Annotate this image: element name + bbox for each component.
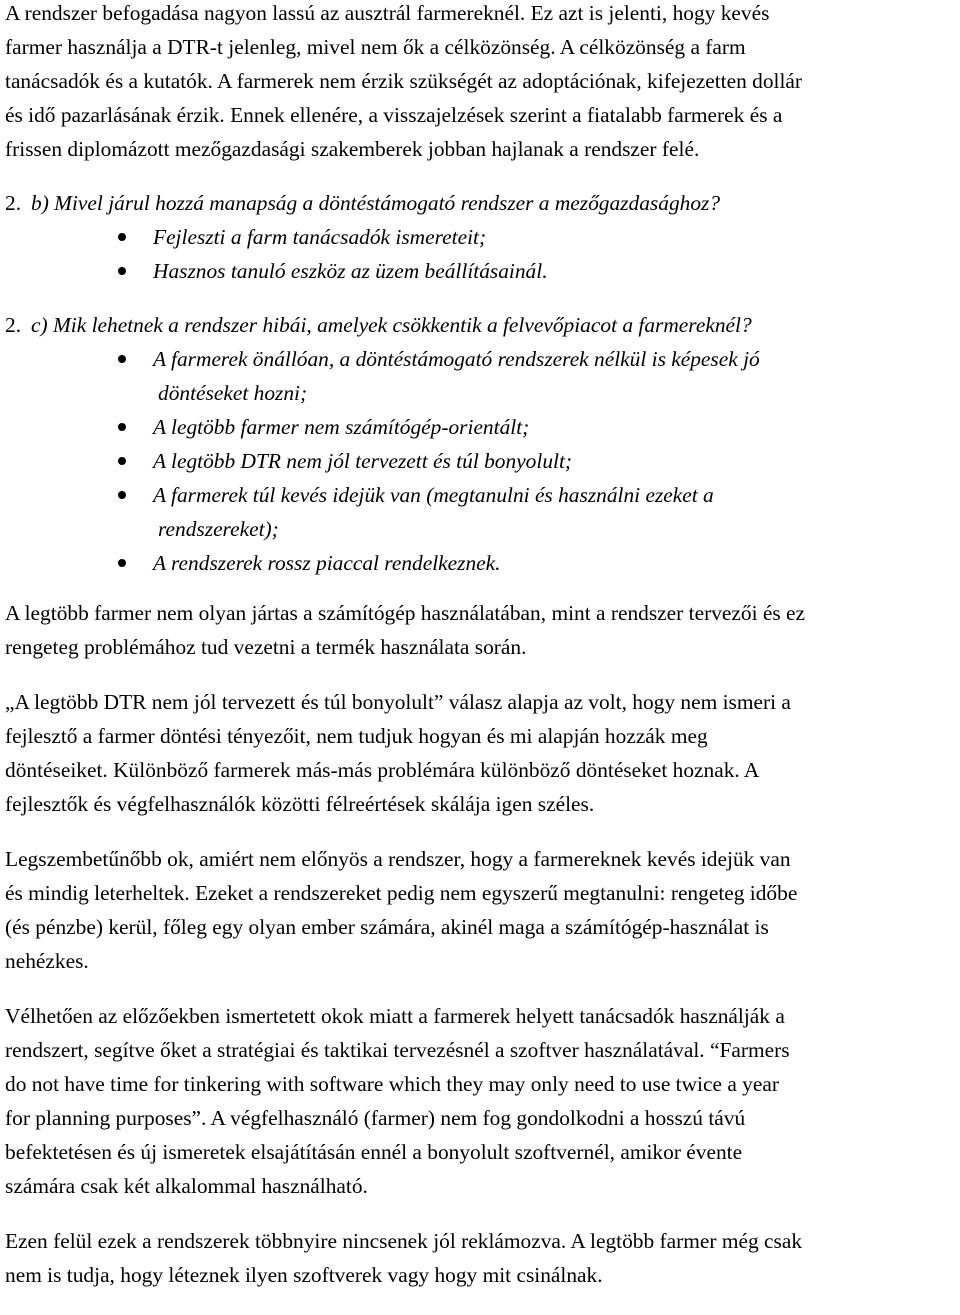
text-line: do not have time for tinkering with software which they may only need to use twice a year bbox=[5, 1072, 779, 1096]
bullet-icon bbox=[118, 233, 126, 241]
list-item-continuation: rendszereket); bbox=[158, 517, 279, 541]
list-item bbox=[5, 444, 957, 478]
bullet-icon bbox=[118, 457, 126, 465]
bullet-icon bbox=[118, 491, 126, 499]
bullet-icon bbox=[118, 355, 126, 363]
text-line: döntéseiket. Különböző farmerek más-más problémára különböző döntéseket hoznak. A bbox=[5, 758, 760, 782]
document-page bbox=[5, 0, 957, 1292]
text-line: fejlesztők és végfelhasználók közötti félreértések skálája igen széles. bbox=[5, 792, 595, 816]
list-item-continuation: döntéseket hozni; bbox=[158, 381, 308, 405]
text-line: for planning purposes”. A végfelhasználó (farmer) nem fog gondolkodni a hosszú távú bbox=[5, 1106, 746, 1130]
paragraph-dtr-design bbox=[5, 685, 957, 821]
paragraph-adoption bbox=[5, 0, 957, 166]
paragraph-time-constraints bbox=[5, 842, 957, 978]
list-item-text: A legtöbb DTR nem jól tervezett és túl bonyolult; bbox=[153, 449, 573, 473]
text-line: és mindig leterheltek. Ezeket a rendszereket pedig nem egyszerű megtanulni: rengeteg időbe bbox=[5, 881, 798, 905]
list-item-text: Hasznos tanuló eszköz az üzem beállításainál. bbox=[153, 259, 548, 283]
section-c bbox=[5, 308, 957, 580]
section-number: 2. bbox=[5, 313, 22, 337]
section-b bbox=[5, 186, 957, 288]
text-line: farmer használja a DTR-t jelenleg, mivel nem ők a célközönség. A célközönség a farm bbox=[5, 35, 746, 59]
text-line: (és pénzbe) kerül, főleg egy olyan ember számára, akinél maga a számítógép-használat is bbox=[5, 915, 769, 939]
paragraph-marketing bbox=[5, 1224, 957, 1292]
section-c-heading bbox=[5, 308, 957, 342]
text-line: tanácsadók és a kutatók. A farmerek nem érzik szükségét az adoptációnak, kifejezetten dollár bbox=[5, 69, 803, 93]
paragraph-advisors bbox=[5, 999, 957, 1203]
text-line: A legtöbb farmer nem olyan jártas a számítógép használatában, mint a rendszer tervezői és ez bbox=[5, 601, 806, 625]
list-item bbox=[5, 220, 957, 254]
paragraph-computer-skills bbox=[5, 596, 957, 664]
section-question: c) Mik lehetnek a rendszer hibái, amelyek csökkentik a felvevőpiacot a farmereknél? bbox=[31, 313, 752, 337]
text-line: A rendszer befogadása nagyon lassú az ausztrál farmereknél. Ez azt is jelenti, hogy kevés bbox=[5, 1, 770, 25]
list-item-text: A rendszerek rossz piaccal rendelkeznek. bbox=[153, 551, 501, 575]
text-line: rengeteg problémához tud vezetni a termék használata során. bbox=[5, 635, 527, 659]
text-line: Legszembetűnőbb ok, amiért nem előnyös a rendszer, hogy a farmereknek kevés idejük van bbox=[5, 847, 791, 871]
text-line: Ezen felül ezek a rendszerek többnyire nincsenek jól reklámozva. A legtöbb farmer még csak bbox=[5, 1229, 803, 1253]
list-item bbox=[5, 546, 957, 580]
section-b-list bbox=[5, 220, 957, 288]
text-line: nehézkes. bbox=[5, 949, 89, 973]
section-c-list bbox=[5, 342, 957, 580]
text-line: „A legtöbb DTR nem jól tervezett és túl bonyolult” válasz alapja az volt, hogy nem ismeri a bbox=[5, 690, 791, 714]
list-item-text: Fejleszti a farm tanácsadók ismereteit; bbox=[153, 225, 487, 249]
list-item-text: A legtöbb farmer nem számítógép-orientált; bbox=[153, 415, 530, 439]
text-line: számára csak két alkalommal használható. bbox=[5, 1174, 368, 1198]
text-line: rendszert, segítve őket a stratégiai és taktikai tervezésnél a szoftver használatával. “Farmers bbox=[5, 1038, 790, 1062]
text-line: befektetésen és új ismeretek elsajátításán ennél a bonyolult szoftvernél, amikor évente bbox=[5, 1140, 743, 1164]
list-item bbox=[5, 410, 957, 444]
text-line: frissen diplomázott mezőgazdasági szakemberek jobban hajlanak a rendszer felé. bbox=[5, 137, 700, 161]
list-item bbox=[5, 342, 957, 410]
section-question: b) Mivel járul hozzá manapság a döntéstámogató rendszer a mezőgazdasághoz? bbox=[31, 191, 721, 215]
text-line: fejlesztő a farmer döntési tényezőit, nem tudjuk hogyan és mi alapján hozzák meg bbox=[5, 724, 708, 748]
text-line: nem is tudja, hogy léteznek ilyen szoftverek vagy hogy mit csinálnak. bbox=[5, 1263, 603, 1287]
text-line: Vélhetően az előzőekben ismertetett okok miatt a farmerek helyett tanácsadók használják a bbox=[5, 1004, 785, 1028]
section-b-heading bbox=[5, 186, 957, 220]
list-item-text: A farmerek túl kevés idejük van (megtanulni és használni ezeket a bbox=[153, 483, 714, 507]
list-item bbox=[5, 254, 957, 288]
list-item bbox=[5, 478, 957, 546]
list-item-text: A farmerek önállóan, a döntéstámogató rendszerek nélkül is képesek jó bbox=[153, 347, 760, 371]
section-number: 2. bbox=[5, 191, 22, 215]
bullet-icon bbox=[118, 423, 126, 431]
text-line: és idő pazarlásának érzik. Ennek ellenére, a visszajelzések szerint a fiatalabb farmerek és a bbox=[5, 103, 783, 127]
bullet-icon bbox=[118, 559, 126, 567]
bullet-icon bbox=[118, 267, 126, 275]
